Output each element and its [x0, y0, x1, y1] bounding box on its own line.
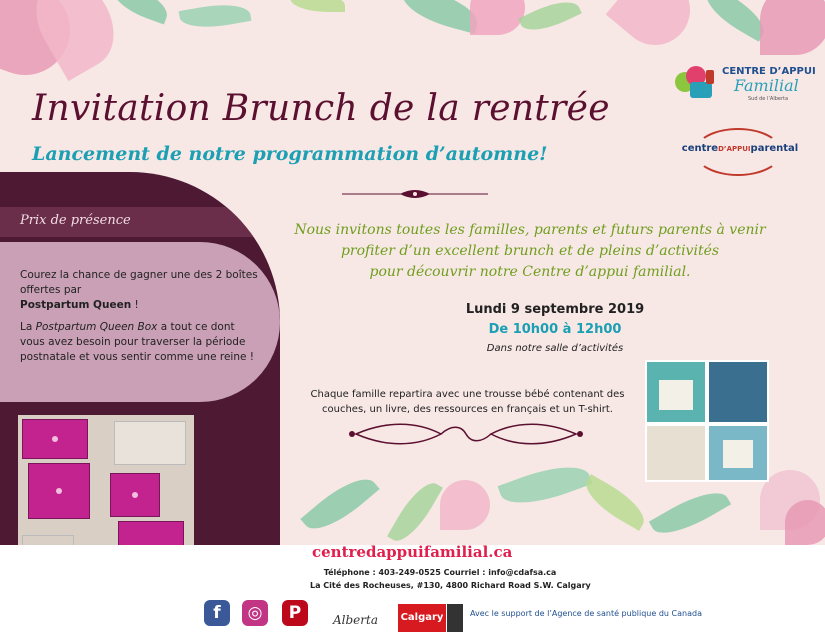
prix-heading: Prix de présence [20, 213, 131, 228]
prix-text-1: Courez la chance de gagner une des 2 boîtes offertes par Postpartum Queen ! [20, 269, 258, 311]
address: La Cité des Rocheuses, #130, 4800 Richard Road S.W. Calgary [310, 581, 591, 590]
logo-parental-part3: parental [750, 143, 799, 154]
canada-crest-icon [447, 604, 463, 632]
prix-heading-bar [0, 207, 280, 237]
logo-parental-part1: centre [681, 143, 719, 154]
alberta-logo: Alberta [333, 613, 378, 627]
support-text: Avec le support de l’Agence de santé publique du Canada [470, 609, 702, 618]
flourish-ornament [346, 421, 586, 447]
trousse-description: Chaque famille repartira avec une trousse bébé contenant des couches, un livre, des ressources en français et un T-shirt. [310, 389, 625, 415]
logo-parental-part2: D’APPUI [718, 145, 751, 153]
phone-email: Téléphone : 403-249-0525 Courriel : info@cdafsa.ca [323, 568, 557, 577]
pinterest-icon[interactable]: P [282, 600, 308, 626]
logo-line3: Sud de l’Alberta [748, 96, 789, 102]
event-hours: De 10h00 à 12h00 [488, 322, 622, 337]
website-link[interactable]: centredappuifamilial.ca [312, 543, 513, 561]
facebook-icon[interactable]: f [204, 600, 230, 626]
prix-text-2: La Postpartum Queen Box a tout ce dont vous avez besoin pour traverser la période postnatale et vous sentir comme une reine ! [20, 321, 255, 363]
centre-appui-familial-logo [672, 58, 816, 106]
prix-description [0, 242, 280, 402]
centre-appui-parental-logo [676, 128, 804, 178]
contact-info [310, 566, 591, 592]
family-logo-mark [672, 62, 720, 102]
instagram-icon[interactable]: ◎ [242, 600, 268, 626]
page-subtitle: Lancement de notre programmation d’automne! [32, 143, 548, 165]
event-date: Lundi 9 septembre 2019 [465, 302, 645, 317]
logo-line1: CENTRE D’APPUI [722, 66, 816, 77]
invitation-text: Nous invitons toutes les familles, parents et futurs parents à venir profiter d’un excellent brunch et de pleins d’activités pour découvrir notre Centre d’appui familial. [294, 222, 766, 280]
calgary-logo: Calgary [398, 604, 446, 632]
prix-presence-panel [0, 172, 280, 545]
baby-kit-photo [645, 360, 769, 482]
flourish-divider [340, 188, 490, 200]
page-title: Invitation Brunch de la rentrée [32, 88, 610, 129]
logo-line2: Familial [734, 76, 799, 95]
postpartum-boxes-photo [18, 415, 194, 545]
event-place: Dans notre salle d’activités [486, 343, 624, 354]
